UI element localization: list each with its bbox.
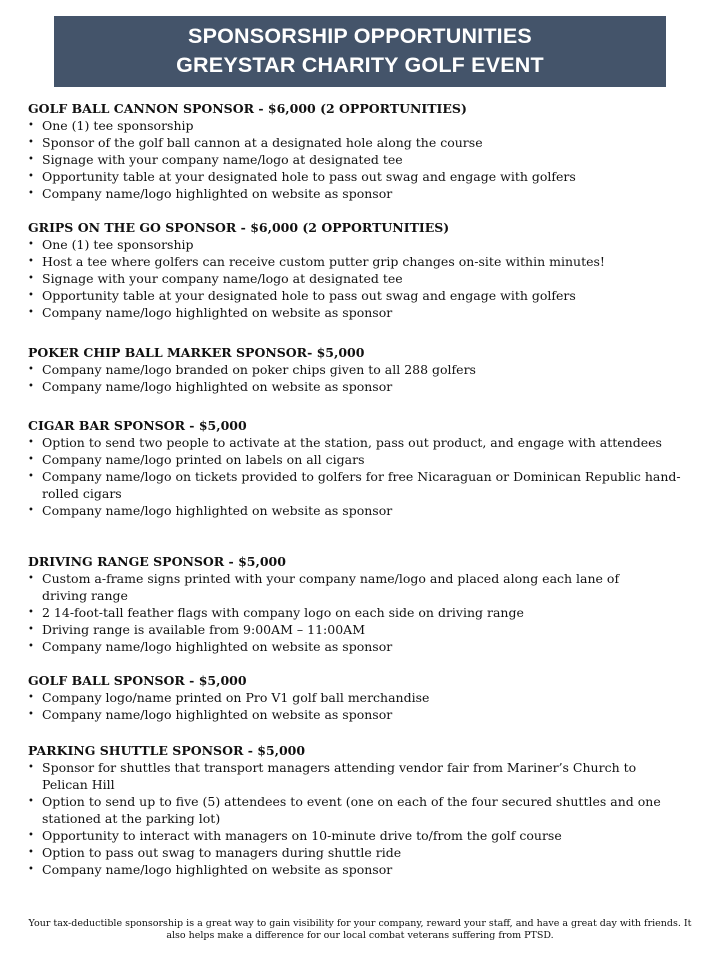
benefit-item: • Company name/logo highlighted on website as sponsor: [28, 304, 690, 321]
section-golf-ball: [28, 672, 690, 723]
benefit-item: • Company name/logo on tickets provided to golfers for free Nicaraguan or Dominican Republic hand-rolled cigars: [28, 468, 690, 502]
benefit-item: • Sponsor of the golf ball cannon at a designated hole along the course: [28, 134, 690, 151]
benefit-item: • One (1) tee sponsorship: [28, 117, 690, 134]
section-golf-ball-cannon: [28, 100, 690, 202]
benefit-item: • Company name/logo highlighted on website as sponsor: [28, 638, 690, 655]
benefit-item: • Option to send two people to activate at the station, pass out product, and engage with attendees: [28, 434, 690, 451]
benefit-list: [28, 759, 690, 878]
benefit-list: [28, 361, 690, 395]
benefit-item: • Company name/logo highlighted on website as sponsor: [28, 861, 690, 878]
benefit-list: [28, 117, 690, 202]
benefit-item: • Opportunity to interact with managers on 10-minute drive to/from the golf course: [28, 827, 690, 844]
section-cigar-bar: [28, 417, 690, 519]
benefit-item: • Option to pass out swag to managers during shuttle ride: [28, 844, 690, 861]
benefit-item: • Company name/logo branded on poker chips given to all 288 golfers: [28, 361, 690, 378]
benefit-item: • Opportunity table at your designated hole to pass out swag and engage with golfers: [28, 287, 690, 304]
benefit-item: • Sponsor for shuttles that transport managers attending vendor fair from Mariner’s Church to Pelican Hill: [28, 759, 690, 793]
benefit-item: • Company name/logo printed on labels on all cigars: [28, 451, 690, 468]
section-grips-on-the-go: [28, 219, 690, 321]
benefit-list: [28, 236, 690, 321]
section-heading: CIGAR BAR SPONSOR - $5,000: [28, 418, 247, 433]
benefit-item: • Company name/logo highlighted on website as sponsor: [28, 502, 690, 519]
section-poker-chip: [28, 344, 690, 395]
benefit-item: • Company name/logo highlighted on website as sponsor: [28, 378, 690, 395]
benefit-item: • Custom a-frame signs printed with your company name/logo and placed along each lane of driving range: [28, 570, 690, 604]
section-heading: PARKING SHUTTLE SPONSOR - $5,000: [28, 743, 306, 758]
section-parking-shuttle: [28, 742, 690, 878]
section-heading: GRIPS ON THE GO SPONSOR - $6,000 (2 OPPORTUNITIES): [28, 220, 450, 235]
benefit-item: • Company logo/name printed on Pro V1 golf ball merchandise: [28, 689, 690, 706]
sponsorship-list: [28, 100, 690, 895]
title-banner: [54, 16, 666, 87]
benefit-item: • Opportunity table at your designated hole to pass out swag and engage with golfers: [28, 168, 690, 185]
benefit-item: • One (1) tee sponsorship: [28, 236, 690, 253]
footer-note: Your tax-deductible sponsorship is a great way to gain visibility for your company, reward your staff, and have a great day with friends. It also helps make a difference for our local combat veterans suffering from PTSD.: [28, 918, 692, 941]
section-driving-range: [28, 553, 690, 655]
benefit-item: • Company name/logo highlighted on website as sponsor: [28, 706, 690, 723]
benefit-item: • Host a tee where golfers can receive custom putter grip changes on-site within minutes!: [28, 253, 690, 270]
title-line-1: SPONSORSHIP OPPORTUNITIES: [188, 24, 532, 48]
benefit-item: • Signage with your company name/logo at designated tee: [28, 270, 690, 287]
section-heading: POKER CHIP BALL MARKER SPONSOR- $5,000: [28, 345, 365, 360]
title-line-2: GREYSTAR CHARITY GOLF EVENT: [176, 53, 544, 77]
benefit-item: • Company name/logo highlighted on website as sponsor: [28, 185, 690, 202]
benefit-item: • Option to send up to five (5) attendees to event (one on each of the four secured shuttles and one stationed at the parking lot): [28, 793, 690, 827]
section-heading: DRIVING RANGE SPONSOR - $5,000: [28, 554, 286, 569]
benefit-item: • 2 14-foot-tall feather flags with company logo on each side on driving range: [28, 604, 690, 621]
benefit-list: [28, 570, 690, 655]
section-heading: GOLF BALL CANNON SPONSOR - $6,000 (2 OPPORTUNITIES): [28, 101, 467, 116]
benefit-list: [28, 689, 690, 723]
section-heading: GOLF BALL SPONSOR - $5,000: [28, 673, 247, 688]
benefit-list: [28, 434, 690, 519]
benefit-item: • Signage with your company name/logo at designated tee: [28, 151, 690, 168]
benefit-item: • Driving range is available from 9:00AM – 11:00AM: [28, 621, 690, 638]
